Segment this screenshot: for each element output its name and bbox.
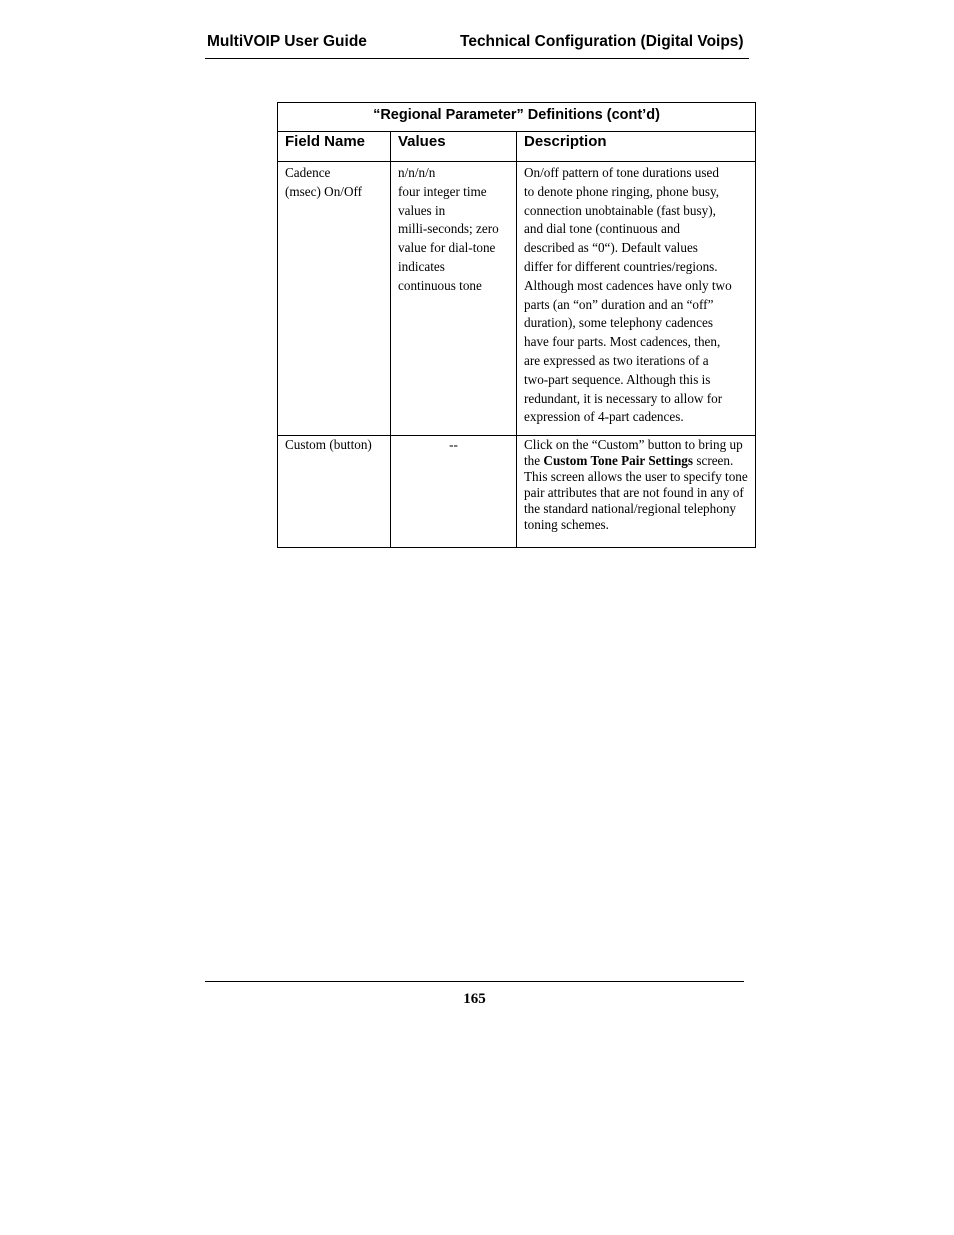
table-caption: “Regional Parameter” Definitions (cont’d) xyxy=(278,103,756,132)
running-header-section: Technical Configuration (Digital Voips) xyxy=(460,33,744,50)
column-header-values: Values xyxy=(391,132,517,162)
description-line: parts (an “on” duration and an “off” xyxy=(524,296,714,312)
description-line: to denote phone ringing, phone busy, xyxy=(524,183,720,199)
cell-field-name: Custom (button) xyxy=(278,436,391,548)
cell-values: -- xyxy=(391,436,517,548)
description-line: differ for different countries/regions. xyxy=(524,258,718,274)
page-number: 165 xyxy=(463,991,486,1007)
column-header-description: Description xyxy=(517,132,756,162)
description-line: described as “0“). Default values xyxy=(524,240,698,256)
values-line: four integer time xyxy=(398,183,487,199)
cell-values xyxy=(391,162,517,436)
description-line: duration), some telephony cadences xyxy=(524,315,713,331)
description-text-pre: Click on the “Custom” button to bring up the xyxy=(524,437,743,468)
values-line: n/n/n/n xyxy=(398,165,436,180)
values-line: indicates xyxy=(398,258,445,274)
field-name-line: (msec) On/Off xyxy=(285,183,363,199)
cell-description xyxy=(517,436,756,548)
values-line: milli-seconds; zero xyxy=(398,221,499,237)
table-row-custom xyxy=(278,436,756,548)
description-line: On/off pattern of tone durations used xyxy=(524,165,719,180)
description-line: have four parts. Most cadences, then, xyxy=(524,334,721,350)
cell-description xyxy=(517,162,756,436)
table-header-row xyxy=(278,132,756,162)
regional-parameter-table xyxy=(277,102,756,548)
header-rule xyxy=(205,58,749,59)
field-name-line: Cadence xyxy=(285,165,331,180)
description-line: and dial tone (continuous and xyxy=(524,221,681,237)
running-header-title: MultiVOIP User Guide xyxy=(207,33,367,50)
description-line: two-part sequence. Although this is xyxy=(524,371,711,387)
values-line: values in xyxy=(398,202,446,218)
values-line: continuous tone xyxy=(398,277,482,293)
cell-field-name xyxy=(278,162,391,436)
column-header-field-name: Field Name xyxy=(278,132,391,162)
description-line: expression of 4-part cadences. xyxy=(524,409,684,425)
description-line: redundant, it is necessary to allow for xyxy=(524,390,723,406)
description-line: Although most cadences have only two xyxy=(524,277,732,293)
table-caption-row xyxy=(278,103,756,132)
values-line: value for dial-tone xyxy=(398,240,496,256)
description-text-post: screen. This screen allows the user to specify tone pair attributes that are not found in any of the standard national/regional telephony toning schemes. xyxy=(524,453,748,532)
footer-rule xyxy=(205,981,744,982)
table-row-cadence xyxy=(278,162,756,436)
description-text-bold: Custom Tone Pair Settings xyxy=(543,453,694,468)
description-line: are expressed as two iterations of a xyxy=(524,352,709,368)
description-line: connection unobtainable (fast busy), xyxy=(524,202,716,218)
